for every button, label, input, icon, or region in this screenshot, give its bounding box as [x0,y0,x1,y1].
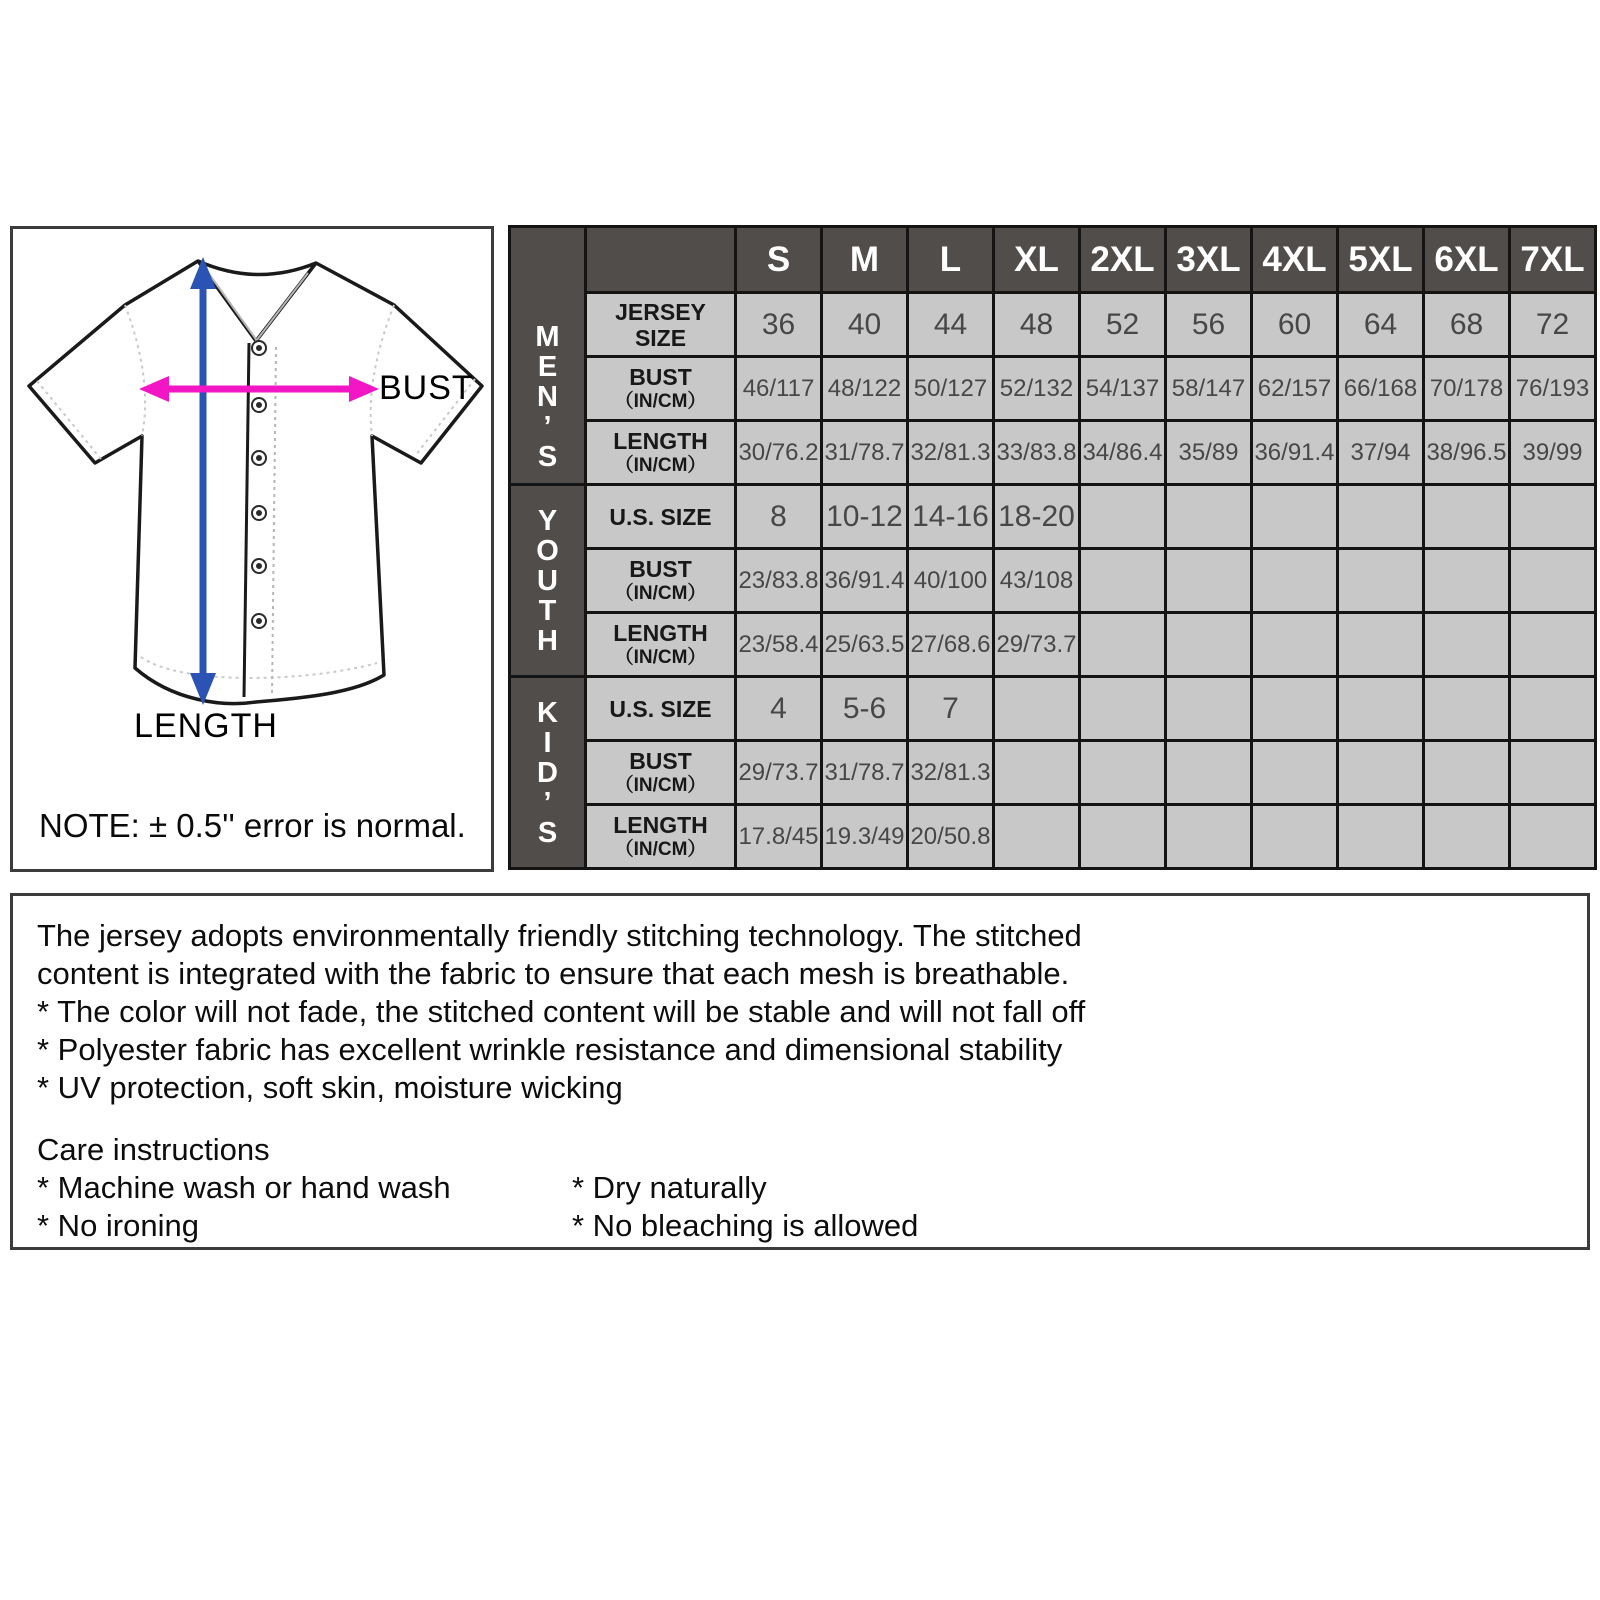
group-letter: H [537,624,558,657]
size-cell [1166,741,1252,805]
size-cell [1166,805,1252,869]
row-label-line: LENGTH [613,812,708,838]
group-letter: S [537,440,558,473]
jersey-diagram [13,229,491,869]
row-label-line: JERSEY [615,298,706,325]
size-cell [1424,805,1510,869]
size-cell [1080,805,1166,869]
size-cell: 70/178 [1424,357,1510,421]
size-cell: 5-6 [822,677,908,741]
row-label-line: BUST [629,748,692,774]
size-table-header-row [510,227,1596,293]
size-cell: 36/91.4 [822,549,908,613]
row-label-line: （IN/CM） [614,839,707,860]
row-label [586,357,736,421]
size-cell: 7 [908,677,994,741]
size-cell [1252,613,1338,677]
table-row-youth-0 [510,485,1596,549]
size-cell [1424,741,1510,805]
group-label-kids [510,677,586,869]
care-instructions-list [37,1169,1563,1245]
row-label [586,421,736,485]
row-label-line: U.S. SIZE [609,503,712,530]
group-letter: E [537,350,558,383]
size-column-header-l: L [908,227,994,293]
size-cell: 52 [1080,293,1166,357]
table-row-mens-1 [510,357,1596,421]
size-cell: 72 [1510,293,1596,357]
table-row-kids-2 [510,805,1596,869]
row-label-line: （IN/CM） [614,391,707,412]
size-cell: 10-12 [822,485,908,549]
size-cell: 60 [1252,293,1338,357]
size-cell [1080,549,1166,613]
size-cell: 33/83.8 [994,421,1080,485]
size-cell [1510,741,1596,805]
size-cell: 29/73.7 [736,741,822,805]
size-cell: 23/83.8 [736,549,822,613]
row-label-line: （IN/CM） [614,775,707,796]
size-cell [994,677,1080,741]
size-cell: 40 [822,293,908,357]
size-cell [1252,741,1338,805]
group-letter: T [538,594,557,627]
row-label [586,485,736,549]
size-cell: 23/58.4 [736,613,822,677]
group-letter: D [537,756,558,789]
group-letter: ’ [543,410,552,443]
size-cell [1510,677,1596,741]
size-column-header-5xl: 5XL [1338,227,1424,293]
group-letters-mens [511,240,584,472]
care-item: * No ironing [37,1208,199,1243]
size-cell: 18-20 [994,485,1080,549]
size-cell [1424,549,1510,613]
row-label [586,293,736,357]
size-column-header-6xl: 6XL [1424,227,1510,293]
size-cell: 39/99 [1510,421,1596,485]
size-cell [1510,485,1596,549]
group-letter: O [536,534,559,567]
row-label-line: （IN/CM） [614,455,707,476]
size-column-header-4xl: 4XL [1252,227,1338,293]
size-cell: 32/81.3 [908,741,994,805]
size-cell: 38/96.5 [1424,421,1510,485]
jersey-outline [29,261,482,704]
size-column-header-2xl: 2XL [1080,227,1166,293]
row-label-line: LENGTH [613,620,708,646]
table-row-kids-1 [510,741,1596,805]
size-cell: 31/78.7 [822,741,908,805]
row-label-line: BUST [629,364,692,390]
size-cell [1080,741,1166,805]
group-letter: ’ [543,786,552,819]
row-label-line: （IN/CM） [614,583,707,604]
size-cell [1252,549,1338,613]
size-cell: 31/78.7 [822,421,908,485]
product-info-panel [10,893,1590,1250]
size-cell: 43/108 [994,549,1080,613]
care-item: * Machine wash or hand wash [37,1170,451,1205]
size-cell: 14-16 [908,485,994,549]
size-cell: 64 [1338,293,1424,357]
length-label: LENGTH [134,707,278,745]
size-cell [1424,677,1510,741]
row-label [586,805,736,869]
size-column-header-3xl: 3XL [1166,227,1252,293]
table-row-mens-2 [510,421,1596,485]
size-column-header-s: S [736,227,822,293]
group-letters-kids [511,698,584,848]
size-cell [1338,485,1424,549]
size-cell [1252,677,1338,741]
group-letters-youth [511,506,584,656]
size-cell: 36/91.4 [1252,421,1338,485]
size-cell: 66/168 [1338,357,1424,421]
size-cell [1166,613,1252,677]
care-item: * No bleaching is allowed [572,1208,919,1243]
description-line: * UV protection, soft skin, moisture wicking [37,1070,623,1105]
row-label-line: （IN/CM） [614,647,707,668]
size-cell [1338,549,1424,613]
size-cell: 4 [736,677,822,741]
description-block [37,917,1563,1107]
size-cell [1424,485,1510,549]
size-cell: 46/117 [736,357,822,421]
size-cell: 48/122 [822,357,908,421]
size-cell: 35/89 [1166,421,1252,485]
size-cell [1510,613,1596,677]
size-cell [1510,805,1596,869]
size-cell [1166,485,1252,549]
size-cell: 68 [1424,293,1510,357]
group-label-youth [510,485,586,677]
size-cell: 29/73.7 [994,613,1080,677]
size-cell [1166,549,1252,613]
size-cell: 50/127 [908,357,994,421]
size-cell: 37/94 [1338,421,1424,485]
size-cell: 56 [1166,293,1252,357]
row-label-line: LENGTH [613,428,708,454]
size-cell: 62/157 [1252,357,1338,421]
size-cell: 20/50.8 [908,805,994,869]
size-cell [1338,677,1424,741]
group-letter: M [535,320,560,353]
row-label-line: U.S. SIZE [609,695,712,722]
size-cell: 27/68.6 [908,613,994,677]
size-cell [1424,613,1510,677]
size-cell: 76/193 [1510,357,1596,421]
size-cell: 44 [908,293,994,357]
bust-label: BUST [379,369,474,407]
table-row-kids-0 [510,677,1596,741]
group-label-mens [510,227,586,485]
description-line: The jersey adopts environmentally friendly stitching technology. The stitched [37,918,1082,953]
size-chart-table [508,225,1597,870]
size-cell [1166,677,1252,741]
group-letter: N [537,380,558,413]
size-cell [1338,805,1424,869]
description-line: content is integrated with the fabric to ensure that each mesh is breathable. [37,956,1070,991]
row-label [586,613,736,677]
size-cell: 54/137 [1080,357,1166,421]
description-line: * Polyester fabric has excellent wrinkle resistance and dimensional stability [37,1032,1063,1067]
table-row-youth-1 [510,549,1596,613]
size-cell [1510,549,1596,613]
size-cell: 58/147 [1166,357,1252,421]
size-cell [1080,613,1166,677]
description-line: * The color will not fade, the stitched content will be stable and will not fall off [37,994,1086,1029]
size-column-header-7xl: 7XL [1510,227,1596,293]
table-row-youth-2 [510,613,1596,677]
group-letter: U [537,564,558,597]
size-cell: 17.8/45 [736,805,822,869]
group-letter: S [537,816,558,849]
size-cell: 25/63.5 [822,613,908,677]
group-letter: Y [537,504,558,537]
size-column-header-m: M [822,227,908,293]
size-cell [1252,485,1338,549]
size-cell [1080,485,1166,549]
row-label-line: SIZE [634,324,687,351]
group-letter: K [537,696,558,729]
size-cell: 32/81.3 [908,421,994,485]
size-cell [1252,805,1338,869]
size-cell: 34/86.4 [1080,421,1166,485]
tolerance-note: NOTE: ± 0.5'' error is normal. [39,807,466,844]
size-cell: 19.3/49 [822,805,908,869]
measurement-diagram-panel [10,226,494,872]
table-row-mens-0 [510,293,1596,357]
care-item: * Dry naturally [572,1170,767,1205]
row-label-line: BUST [629,556,692,582]
size-cell [1338,741,1424,805]
size-cell: 36 [736,293,822,357]
group-letter: I [543,726,552,759]
row-label [586,677,736,741]
size-cell [994,805,1080,869]
size-cell [994,741,1080,805]
size-cell [1080,677,1166,741]
size-cell [1338,613,1424,677]
size-cell: 48 [994,293,1080,357]
row-label [586,549,736,613]
row-label [586,741,736,805]
size-cell: 30/76.2 [736,421,822,485]
table-corner-cell [586,227,736,293]
care-instructions-title: Care instructions [37,1132,270,1167]
size-cell: 8 [736,485,822,549]
size-cell: 40/100 [908,549,994,613]
size-column-header-xl: XL [994,227,1080,293]
size-cell: 52/132 [994,357,1080,421]
